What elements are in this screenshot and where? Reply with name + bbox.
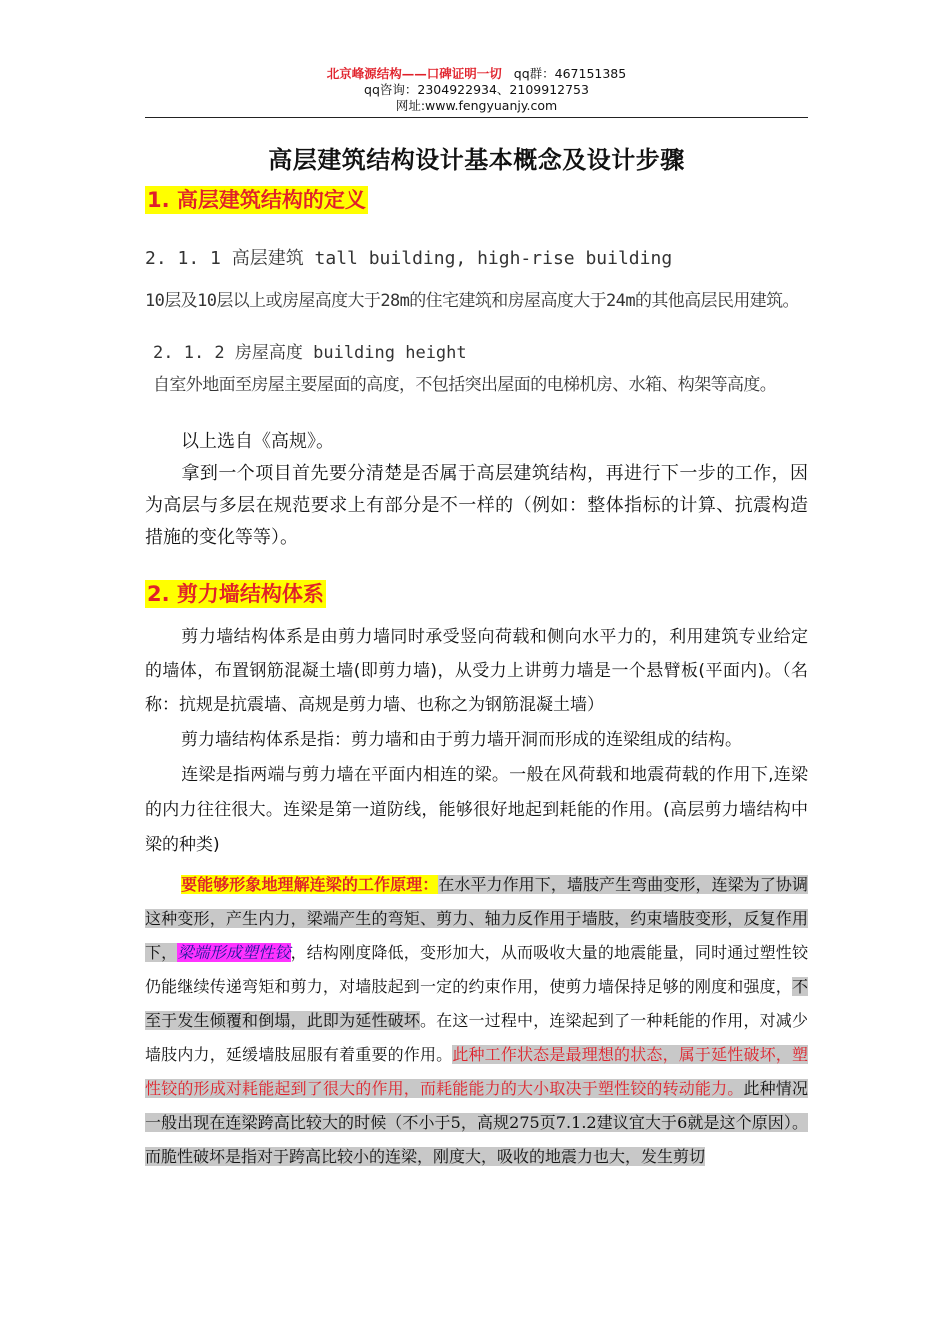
- source-note: [145, 426, 808, 458]
- header-brand: 北京峰源结构——口碑证明一切: [326, 66, 502, 81]
- ductile-failure-highlight: 不至于发生倾覆和倒塌，此即为延性破坏: [145, 977, 808, 1030]
- header-line-1: [145, 66, 808, 82]
- section2-paragraph-3: [145, 758, 808, 863]
- ideal-state-highlight: 此种工作状态是最理想的状态，属于延性破坏，塑性铰的形成对耗能起到了很大的作用，而耗能能力的大小取决于塑性铰的转动能力。: [145, 1045, 808, 1098]
- section-heading-1: 1. 高层建筑结构的定义: [147, 188, 366, 212]
- section2-paragraph-3-text: 连梁是指两端与剪力墙在平面内相连的梁。一般在风荷载和地震荷载的作用下,连梁的内力往往很大。连梁是第一道防线，能够很好地起到耗能的作用。(高层剪力墙结构中梁的种类): [145, 765, 808, 855]
- section2-paragraph-2: [145, 724, 808, 756]
- plastic-hinge-highlight: 梁端形成塑性铰: [177, 943, 291, 962]
- source-note-text: 以上选自《高规》。: [181, 431, 334, 452]
- working-principle-text-b: ，结构刚度降低，变形加大，从而吸收大量的地震能量，同时通过塑性铰仍能继续传递弯矩和剪力，对墙肢起到一定的约束作用，使剪力墙保持足够的刚度和强度，: [145, 943, 808, 996]
- header-qq-consult: qq咨询：2304922934、2109912753: [364, 82, 589, 97]
- working-principle-text-a: 在水平力作用下，墙肢产生弯曲变形，连梁为了协调这种变形，产生内力，梁端产生的弯矩、剪力、轴力反作用于墙肢，约束墙肢变形，反复作用下，: [145, 875, 808, 962]
- section-heading-2: 2. 剪力墙结构体系: [147, 582, 324, 606]
- header-qq-group: qq群：467151385: [513, 66, 627, 81]
- working-principle-lead: 要能够形象地理解连梁的工作原理：: [181, 875, 439, 894]
- span-ratio-note: 此种情况一般出现在连梁跨高比较大的时候（不小于5，高规275页7.1.2建议宜大于6就是这个原因）。而脆性破坏是指对于跨高比较小的连梁，刚度大，吸收的地震力也大，发生剪切: [145, 1079, 808, 1166]
- page-title: 高层建筑结构设计基本概念及设计步骤: [268, 145, 685, 174]
- section2-paragraph-1: [145, 620, 808, 722]
- section1-paragraph-text: 拿到一个项目首先要分清楚是否属于高层建筑结构，再进行下一步的工作，因为高层与多层在规范要求上有部分是不一样的（例如：整体指标的计算、抗震构造措施的变化等等）。: [145, 463, 808, 548]
- definition-1-title: 2. 1. 1 高层建筑 tall building, high-rise building: [145, 248, 673, 269]
- header-website: 网址:www.fengyuanjy.com: [395, 98, 558, 113]
- page-header: [145, 66, 808, 114]
- section2-paragraph-2-text: 剪力墙结构体系是指：剪力墙和由于剪力墙开洞而形成的连梁组成的结构。: [181, 730, 742, 750]
- definition-2-title: 2. 1. 2 房屋高度 building height: [153, 343, 467, 363]
- section1-paragraph: [145, 458, 808, 554]
- working-principle-text-d: 。在这一过程中，连梁起到了一种耗能的作用，对减少墙肢内力，延缓墙肢屈服有着重要的作用。: [145, 1011, 808, 1064]
- section2-paragraph-1-text: 剪力墙结构体系是由剪力墙同时承受竖向荷载和侧向水平力的，利用建筑专业给定的墙体，布置钢筋混凝土墙(即剪力墙)，从受力上讲剪力墙是一个悬臂板(平面内)。（名称：抗规是抗震墙、高规是剪力墙、也称之为钢筋混凝土墙）: [145, 627, 808, 715]
- header-divider: [145, 117, 808, 118]
- definition-1-text: 10层及10层以上或房屋高度大于28m的住宅建筑和房屋高度大于24m的其他高层民用建筑。: [145, 291, 799, 311]
- section2-paragraph-4: [145, 868, 808, 1174]
- definition-2-text: 自室外地面至房屋主要屋面的高度，不包括突出屋面的电梯机房、水箱、构架等高度。: [153, 375, 777, 395]
